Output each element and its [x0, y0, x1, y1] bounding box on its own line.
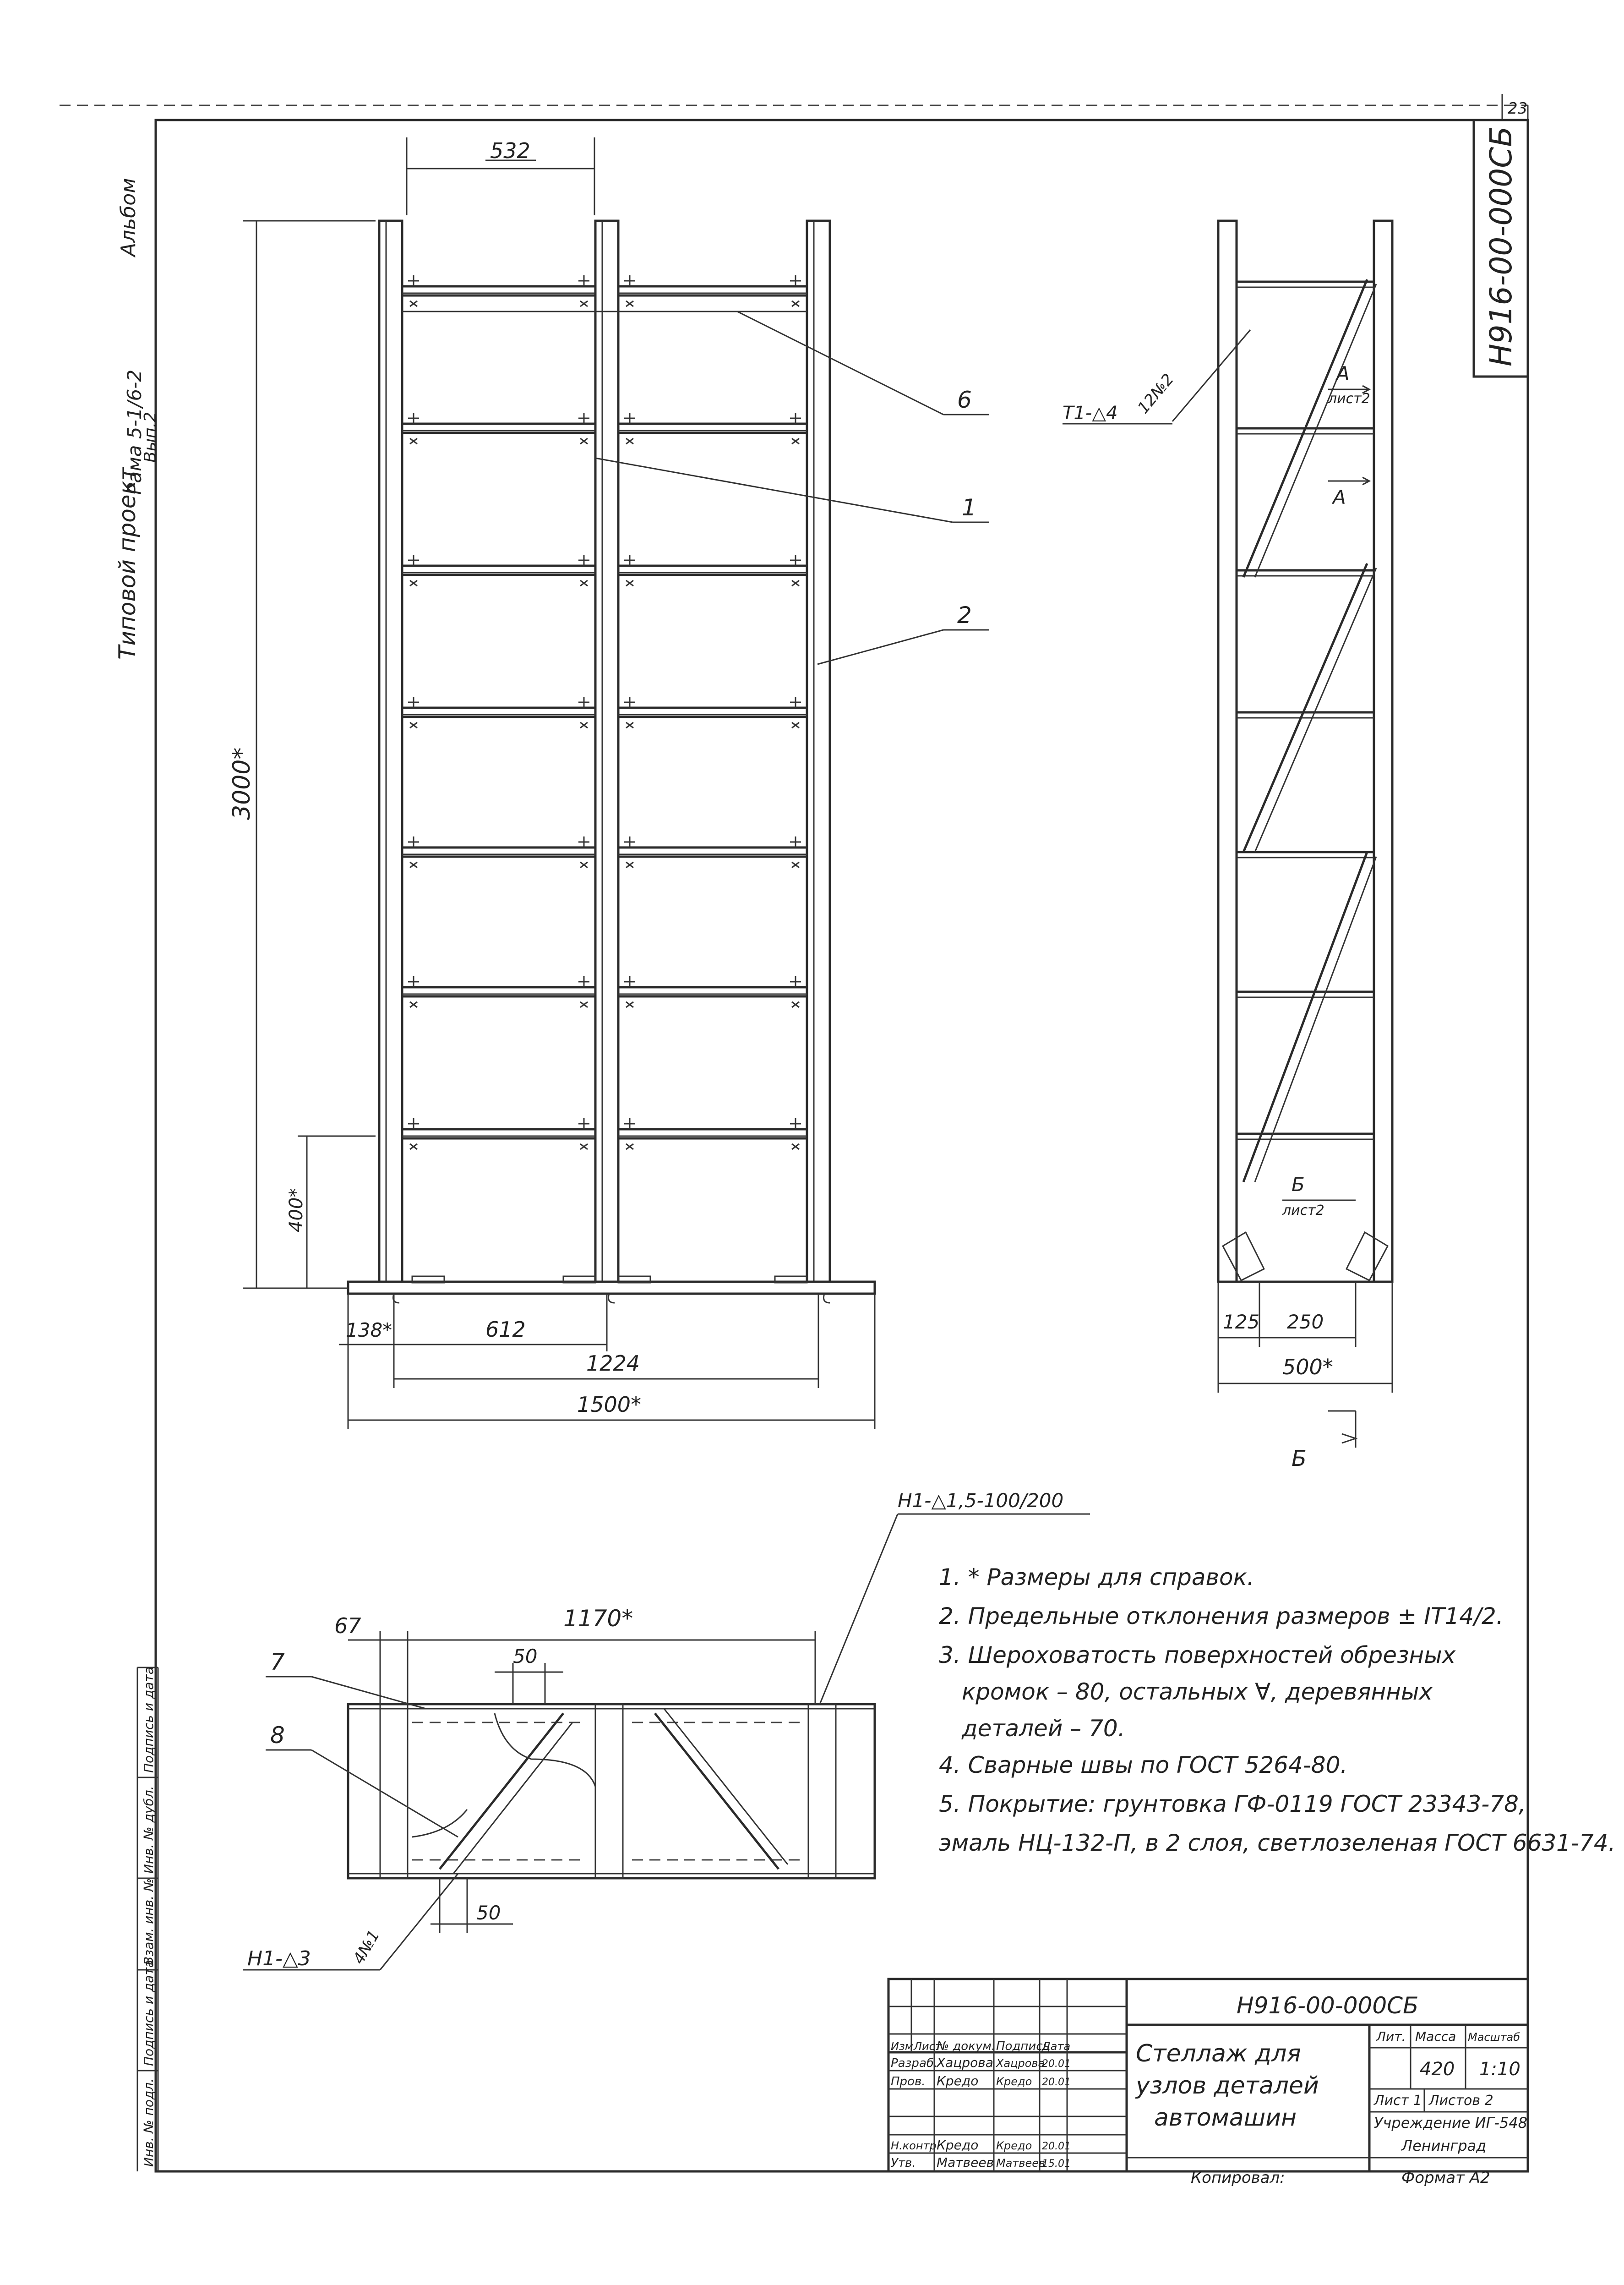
shelf-beam [618, 424, 807, 433]
tb-lit: Лит. [1376, 2029, 1406, 2044]
side-note-frame: Рама 5-1/6-2 [123, 369, 146, 495]
note-2: 2. Предельные отклонения размеров ± IT14/2. [939, 1603, 1504, 1629]
dim-400-label: 400* [286, 1188, 307, 1232]
tb-prov-sign: Кредо [996, 2075, 1032, 2088]
tb-sheet: Лист 1 [1374, 2093, 1422, 2109]
dim-612-label: 612 [485, 1317, 526, 1342]
tb-razrab-name: Хацрова [937, 2055, 993, 2070]
plan-dim-1170: 1170* [563, 1605, 633, 1632]
tb-razrab-date: 20.01 [1042, 2058, 1071, 2070]
tb-masshtab: Масштаб [1468, 2031, 1520, 2044]
tb-utv-name: Матвеев [937, 2155, 994, 2170]
note-4: 4. Сварные швы по ГОСТ 5264-80. [939, 1752, 1348, 1778]
tb-copied: Копировал: [1191, 2169, 1285, 2187]
tb-utv-sign: Матвеев [996, 2157, 1046, 2170]
side-note-project: Типовой проект [114, 467, 141, 660]
section-a-label-2: А [1333, 486, 1346, 508]
note-3b: кромок – 80, остальных ∀, деревянных [962, 1678, 1433, 1705]
tb-format: Формат А2 [1401, 2169, 1490, 2187]
tb-hdr-sign: Подпись [996, 2039, 1050, 2053]
note-1: 1. * Размеры для справок. [939, 1564, 1254, 1591]
strip-inv-dubl: Инв. № дубл. [141, 1786, 156, 1874]
page-number: 23 [1508, 99, 1528, 118]
tb-title-1: Стеллаж для [1136, 2040, 1301, 2067]
left-binding-strip [137, 1667, 158, 2171]
dim-138-label: 138* [346, 1319, 392, 1341]
shelf-beam [402, 424, 595, 433]
plan-dim-50-bottom: 50 [476, 1902, 501, 1924]
plan-weld-bottom-count: 4№1 [349, 1927, 384, 1968]
tb-title-3: автомашин [1154, 2104, 1297, 2132]
side-dim-500: 500* [1282, 1355, 1333, 1379]
dim-1500-label: 1500* [577, 1392, 642, 1417]
tb-nkontr-sign: Кредо [996, 2139, 1032, 2152]
tb-prov-name: Кредо [937, 2073, 979, 2088]
front-posts [379, 221, 830, 1282]
tb-org-1: Учреждение ИГ-548 [1374, 2114, 1528, 2132]
tb-razrab-sign: Хацрова [996, 2057, 1045, 2070]
plan-dim-67: 67 [334, 1613, 361, 1638]
shelf-beam [402, 987, 595, 996]
tb-prov-date: 20.01 [1042, 2077, 1071, 2088]
tb-title-2: узлов деталей [1136, 2072, 1319, 2099]
strip-podp-data-top: Подпись и дата [141, 1667, 156, 1773]
top-code-box [1474, 120, 1528, 377]
shelf-beam [402, 708, 595, 717]
shelf-beam [402, 566, 595, 575]
callout-6: 6 [957, 387, 972, 413]
tb-razrab: Разраб. [891, 2056, 938, 2070]
note-3c: деталей – 70. [962, 1715, 1125, 1742]
front-base-feet [393, 1276, 830, 1303]
strip-inv-podl: Инв. № подл. [141, 2078, 156, 2167]
front-view [228, 137, 989, 1429]
callout-8: 8 [270, 1722, 285, 1749]
tb-nkontr-name: Кредо [937, 2137, 979, 2153]
tb-prov: Пров. [891, 2075, 926, 2088]
dim-400 [298, 1136, 376, 1288]
tb-scale-val: 1:10 [1479, 2059, 1520, 2080]
side-weld-label: Т1-△4 [1063, 403, 1118, 424]
shelf-beam [402, 847, 595, 857]
dim-1224-label: 1224 [586, 1351, 640, 1376]
tb-hdr-izm: Изм [891, 2040, 913, 2053]
note-3a: 3. Шероховатость поверхностей обрезных [939, 1642, 1456, 1668]
plan-weld-top: Н1-△1,5-100/200 [898, 1489, 1064, 1512]
tb-nkontr-date: 20.01 [1042, 2141, 1071, 2152]
tb-org-2: Ленинград [1401, 2137, 1487, 2154]
shelf-beam [618, 847, 807, 857]
tb-hdr-doc: № докум. [937, 2039, 996, 2053]
callout-1: 1 [962, 494, 976, 521]
section-a-sheet: лист2 [1328, 391, 1370, 407]
tb-massa-val: 420 [1420, 2059, 1455, 2080]
side-braces [1223, 279, 1388, 1280]
plan-dim-50-top: 50 [513, 1645, 538, 1667]
plan-weld-bottom: Н1-△3 [247, 1947, 311, 1970]
side-dim-125: 125 [1223, 1311, 1260, 1333]
shelf-beam [618, 286, 807, 295]
code-vertical: Н916-00-000СБ [1483, 126, 1519, 366]
callout-2: 2 [957, 602, 972, 629]
plan-callouts [266, 1677, 458, 1837]
dim-3000-label: 3000* [228, 747, 256, 820]
side-view [1063, 221, 1392, 1471]
note-5b: эмаль НЦ-132-П, в 2 слоя, светлозеленая ГОСТ 6631-74. [939, 1830, 1616, 1856]
shelf-beam [402, 1129, 595, 1138]
tb-utv-date: 15.01 [1042, 2158, 1071, 2170]
dim-532-label: 532 [490, 138, 530, 163]
view-b-label: Б [1292, 1446, 1307, 1471]
shelf-beam [618, 987, 807, 996]
tb-utv: Утв. [891, 2156, 916, 2170]
front-shelves [402, 275, 807, 1149]
side-note-issue: Вып.2 [141, 411, 160, 463]
side-dim-250: 250 [1287, 1311, 1324, 1333]
section-a-label: А [1336, 362, 1350, 385]
shelf-beam [618, 708, 807, 717]
shelf-beam [618, 566, 807, 575]
note-5a: 5. Покрытие: грунтовка ГФ-0119 ГОСТ 23343-78, [939, 1791, 1526, 1817]
strip-podp-data-bottom: Подпись и дата [141, 1960, 156, 2066]
shelf-beam [402, 286, 595, 295]
strip-vzam: Взам. инв. № [141, 1878, 156, 1965]
tb-massa: Масса [1415, 2029, 1456, 2044]
front-callouts [595, 312, 989, 664]
side-weld-count: 12№2 [1134, 370, 1178, 417]
tb-sheets: Листов 2 [1429, 2093, 1493, 2109]
dim-3000 [243, 221, 376, 1288]
section-b-sheet: лист2 [1282, 1203, 1324, 1219]
tb-hdr-list: Лист [914, 2040, 942, 2053]
technical-notes [939, 1564, 1616, 1856]
tb-doc-code: Н916-00-000СБ [1237, 1992, 1419, 2019]
front-base-plate [348, 1282, 875, 1294]
callout-7: 7 [270, 1649, 285, 1675]
plan-dims [348, 1631, 815, 1933]
shelf-beam [618, 1129, 807, 1138]
side-note-album: Альбом [117, 178, 140, 257]
tb-hdr-date: Дата [1042, 2040, 1071, 2053]
section-b-label: Б [1292, 1173, 1305, 1196]
tb-nkontr: Н.контр. [891, 2139, 940, 2152]
